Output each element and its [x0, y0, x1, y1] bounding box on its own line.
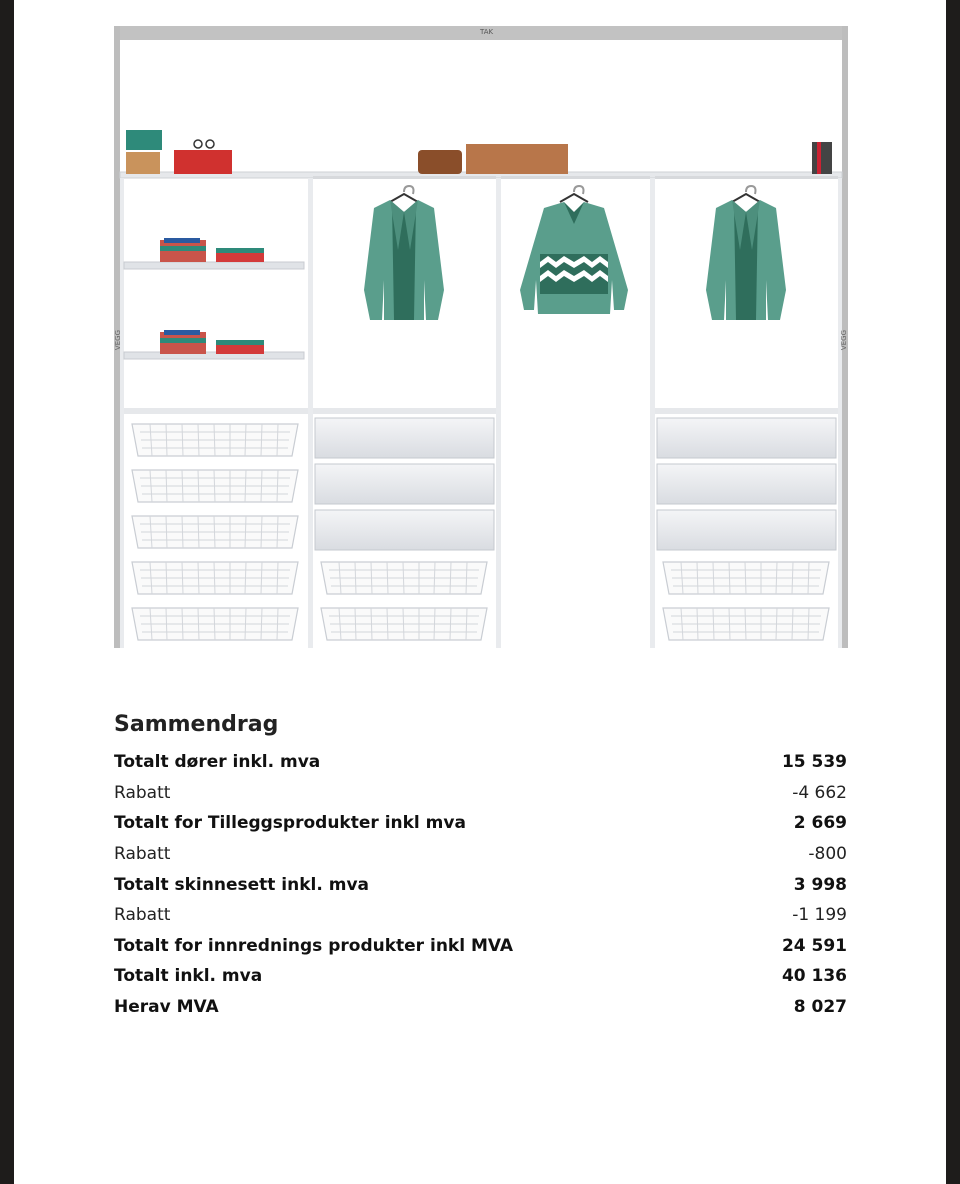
- summary-row-value: 8 027: [793, 997, 847, 1018]
- wall-label-left: VEGG: [114, 330, 122, 351]
- summary-row-label: Totalt skinnesett inkl. mva: [114, 874, 369, 895]
- summary-row: [114, 839, 847, 870]
- summary-row-label: Rabatt: [114, 844, 171, 865]
- summary-row: [114, 900, 847, 931]
- summary-row-label: Totalt for Tilleggsprodukter inkl mva: [114, 813, 466, 834]
- summary-row: [114, 808, 847, 839]
- summary-row-value: 2 669: [793, 813, 847, 834]
- document-page: [14, 0, 946, 1184]
- summary-row-value: -4 662: [792, 782, 847, 803]
- summary-title: Sammendrag: [114, 712, 279, 737]
- summary-row: [114, 747, 847, 778]
- ceiling-label: TAK: [480, 28, 494, 36]
- summary-section: [114, 712, 847, 1022]
- summary-row-label: Rabatt: [114, 905, 171, 926]
- summary-row: [114, 961, 847, 992]
- summary-row-label: Rabatt: [114, 782, 171, 803]
- wall-label-right: VEGG: [840, 330, 848, 351]
- summary-row-value: 3 998: [793, 874, 847, 895]
- summary-rows: [114, 747, 847, 1022]
- summary-row-value: -800: [808, 844, 847, 865]
- summary-row-value: 40 136: [781, 966, 847, 987]
- summary-row-label: Herav MVA: [114, 997, 219, 1018]
- summary-row-label: Totalt for innrednings produkter inkl MVA: [114, 935, 514, 956]
- summary-row: [114, 778, 847, 809]
- summary-row-value: 24 591: [781, 935, 847, 956]
- summary-row-value: 15 539: [781, 752, 847, 773]
- summary-row: [114, 931, 847, 962]
- summary-row: [114, 869, 847, 900]
- summary-row: [114, 992, 847, 1023]
- summary-row-label: Totalt dører inkl. mva: [114, 752, 321, 773]
- summary-row-label: Totalt inkl. mva: [114, 966, 263, 987]
- summary-row-value: -1 199: [792, 905, 847, 926]
- wardrobe-illustration: [14, 0, 946, 660]
